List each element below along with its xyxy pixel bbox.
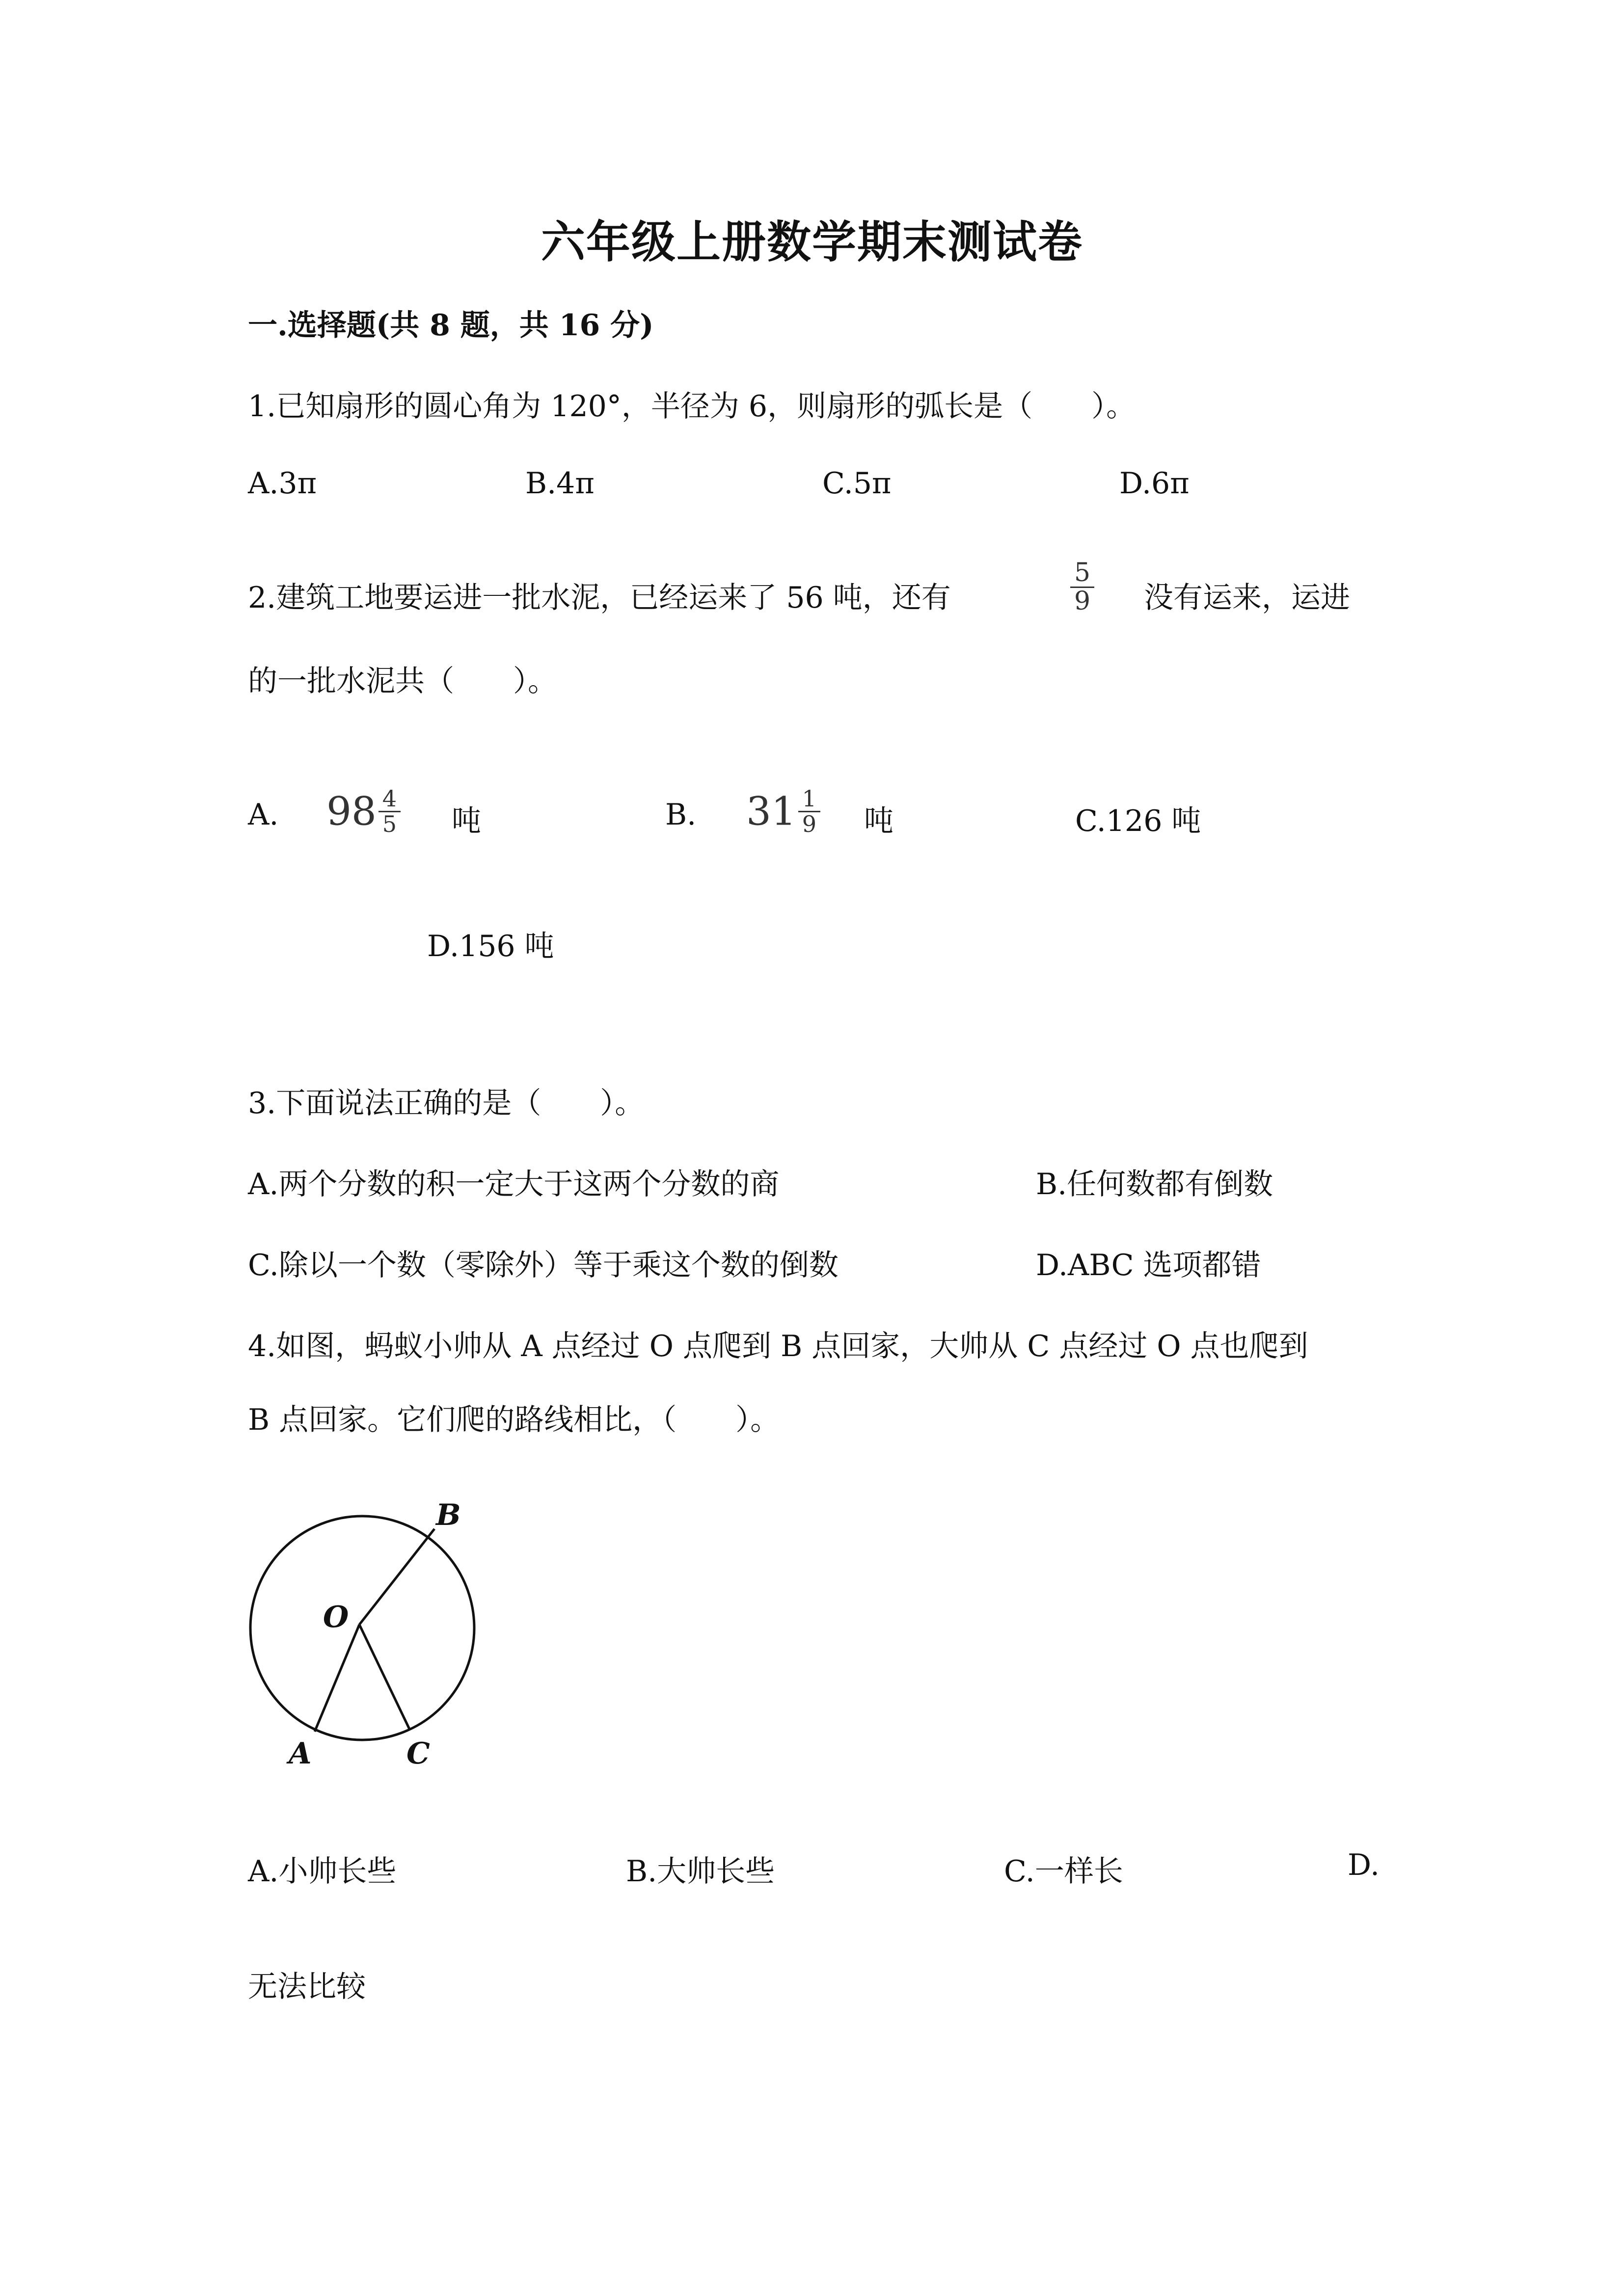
q2-fraction-numerator: 5 [1070, 560, 1094, 588]
q2-a-num: 4 [379, 787, 401, 812]
question-3-text: 3.下面说法正确的是（ ）。 [248, 1086, 645, 1121]
question-2-text-c: 的一批水泥共（ ）。 [248, 664, 557, 698]
q3-option-c[interactable]: C.除以一个数（零除外）等于乘这个数的倒数 [248, 1248, 839, 1282]
q2-option-a-unit: 吨 [452, 804, 481, 838]
segment-ob [359, 1529, 434, 1625]
label-o: O [323, 1600, 349, 1634]
q2-option-a-value [326, 785, 401, 836]
question-2-text-b: 没有运来，运进 [1144, 581, 1350, 615]
q3-option-a[interactable]: A.两个分数的积一定大于这两个分数的商 [248, 1167, 780, 1201]
q3-option-b[interactable]: B.任何数都有倒数 [1036, 1167, 1273, 1201]
q1-option-a[interactable]: A.3π [248, 466, 317, 501]
q4-option-c[interactable]: C.一样长 [1004, 1854, 1123, 1889]
q2-option-b-value [746, 785, 820, 836]
q3-option-d[interactable]: D.ABC 选项都错 [1036, 1248, 1261, 1282]
q2-a-whole: 98 [326, 788, 377, 834]
q2-a-den: 5 [382, 810, 397, 837]
q2-option-b-label[interactable]: B. [665, 798, 697, 832]
segment-oc [359, 1625, 410, 1730]
q2-option-c[interactable]: C.126 吨 [1075, 804, 1201, 838]
question-2-text-a: 2.建筑工地要运进一批水泥，已经运来了 56 吨，还有 [248, 581, 951, 615]
segment-oa [315, 1625, 359, 1732]
label-a: A [289, 1736, 312, 1771]
page-title: 六年级上册数学期末测试卷 [541, 216, 1083, 268]
q4-option-d-text: 无法比较 [248, 1970, 366, 2004]
question-4-text-b: B 点回家。它们爬的路线相比，（ ）。 [248, 1403, 780, 1437]
q4-option-a[interactable]: A.小帅长些 [248, 1854, 397, 1889]
q2-b-whole: 31 [746, 788, 796, 834]
question-4-text-a: 4.如图，蚂蚁小帅从 A 点经过 O 点爬到 B 点回家，大帅从 C 点经过 O 点也爬到 [248, 1329, 1308, 1363]
q2-option-d[interactable]: D.156 吨 [427, 929, 554, 963]
label-b: B [436, 1498, 461, 1532]
q4-option-d[interactable]: D. [1348, 1848, 1380, 1882]
circle-diagram [231, 1487, 506, 1782]
q2-fraction-denominator: 9 [1074, 586, 1091, 616]
q2-b-den: 9 [802, 810, 817, 837]
question-1-text: 1.已知扇形的圆心角为 120°，半径为 6，则扇形的弧长是（ ）。 [248, 389, 1136, 424]
q2-fraction [1070, 560, 1094, 614]
label-c: C [406, 1736, 430, 1771]
q2-option-b-unit: 吨 [864, 804, 893, 838]
section-heading: 一.选择题(共 8 题，共 16 分) [248, 308, 654, 343]
q1-option-d[interactable]: D.6π [1119, 466, 1190, 501]
q1-option-c[interactable]: C.5π [822, 466, 892, 501]
q2-b-num: 1 [798, 787, 820, 812]
q1-option-b[interactable]: B.4π [525, 466, 595, 501]
q4-option-b[interactable]: B.大帅长些 [626, 1854, 775, 1889]
q2-option-a-label[interactable]: A. [248, 798, 279, 832]
